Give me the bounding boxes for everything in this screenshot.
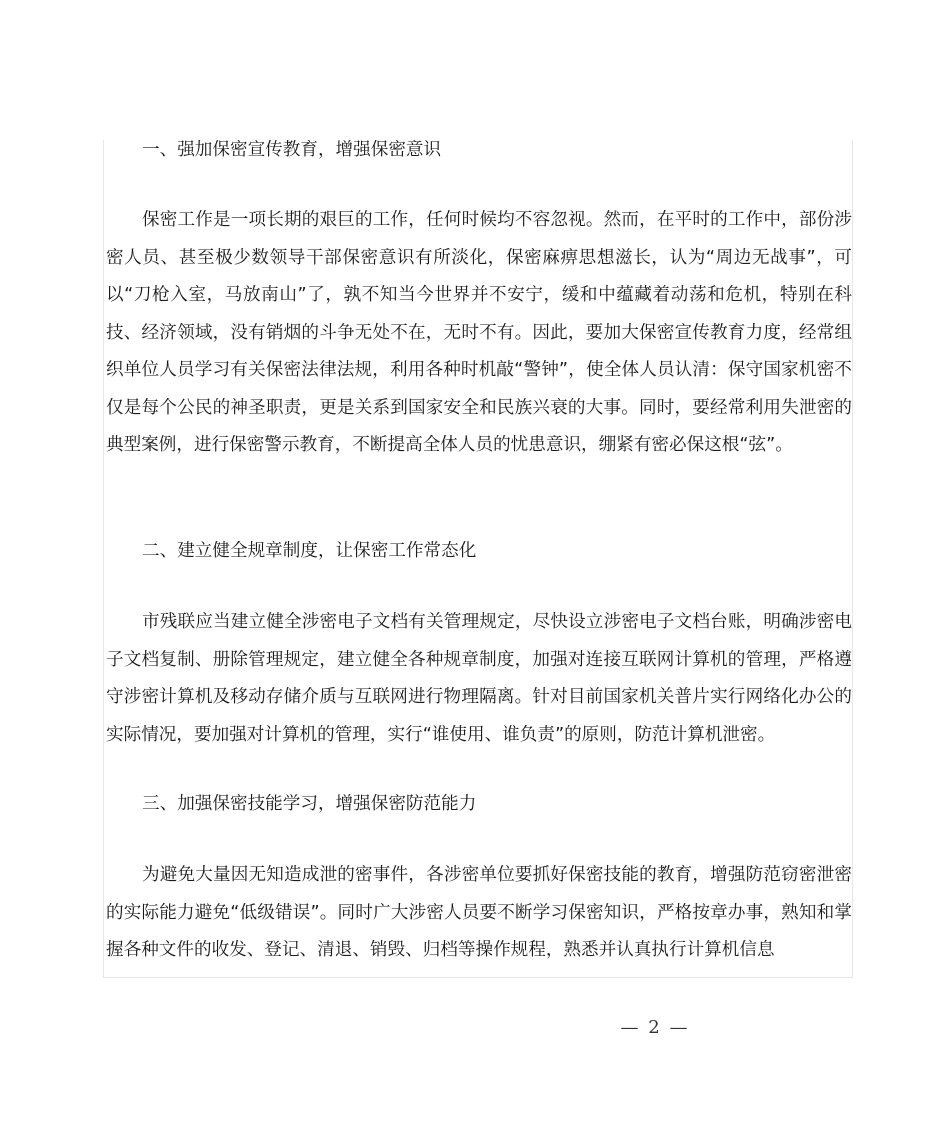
section-heading-3: 三、加强保密技能学习，增强保密防范能力 [142, 794, 477, 814]
section-paragraph-2: 市残联应当建立健全涉密电子文档有关管理规定，尽快设立涉密电子文档台账，明确涉密电子文档复制、册除管理规定，建立健全各种规章制度，加强对连接互联网计算机的管理，严格遵守涉密计算机及移动存储介质与互联网进行物理隔离。针对目前国家机关普片实行网络化办公的实际情况，要加强对计算机的管理，实行“谁使用、谁负责”的原则，防范计算机泄密。 [106, 612, 852, 745]
section-paragraph-3: 为避免大量因无知造成泄的密事件，各涉密单位要抓好保密技能的教育，增强防范窃密泄密的实际能力避免“低级错误”。同时广大涉密人员要不断学习保密知识，严格按章办事，熟知和掌握各种文件的收发、登记、清退、销毁、归档等操作规程，熟悉并认真执行计算机信息 [106, 865, 852, 960]
section-heading-2: 二、建立健全规章制度，让保密工作常态化 [142, 541, 477, 561]
section-paragraph-1: 保密工作是一项长期的艰巨的工作，任何时候均不容忽视。然而，在平时的工作中，部份涉密人员、甚至极少数领导干部保密意识有所淡化，保密麻痹思想滋长，认为“周边无战事”，可以“刀枪入室，马放南山”了，孰不知当今世界并不安宁，缓和中蕴藏着动荡和危机，特别在科技、经济领域，没有销烟的斗争无处不在，无时不有。因此，要加大保密宣传教育力度，经常组织单位人员学习有关保密法律法规，利用各种时机敲“警钟”，使全体人员认清：保守国家机密不仅是每个公民的神圣职责，更是关系到国家安全和民族兴衰的大事。同时，要经常利用失泄密的典型案例，进行保密警示教育，不断提高全体人员的忧患意识，绷紧有密必保这根“弦”。 [106, 210, 852, 455]
section-heading-1: 一、强加保密宣传教育，增强保密意识 [142, 140, 442, 160]
page-number: — 2 — [620, 1017, 690, 1038]
